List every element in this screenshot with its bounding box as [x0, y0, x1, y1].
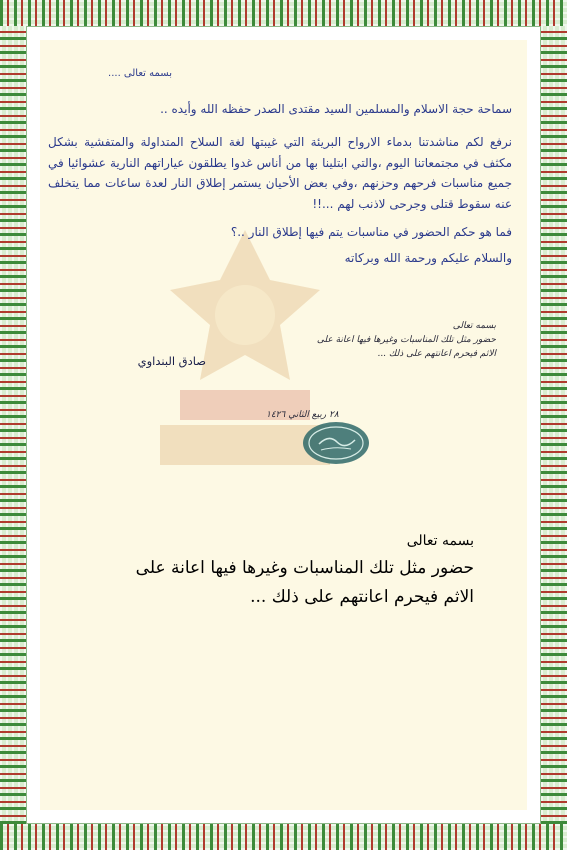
decorative-border-left: [0, 26, 26, 824]
letter-text: [48, 66, 512, 268]
handwritten-reply: [236, 320, 496, 362]
signer-name: صادق البنداوي: [137, 354, 206, 368]
decorative-border-right: [541, 26, 567, 824]
letter-basmala: بسمه تعالى ....: [108, 68, 172, 79]
reply-transcript: [60, 530, 474, 612]
decorative-border-top: [0, 0, 567, 26]
seal-stamp-icon: [301, 420, 371, 466]
handwritten-line: بسمه تعالى: [452, 321, 496, 331]
letter-closing: والسلام عليكم ورحمة الله وبركاته: [344, 251, 512, 266]
handwritten-date: ٢٨ ربيع الثاني ١٤٢٦: [266, 410, 339, 420]
signature-area: [96, 320, 496, 470]
handwritten-line: الاثم فيحرم اعانتهم على ذلك ...: [377, 348, 496, 359]
transcript-line: حضور مثل تلك المناسبات وغيرها فيها اعانة على: [135, 557, 474, 578]
handwritten-line: حضور مثل تلك المناسبات وغيرها فيها اعانة على: [316, 334, 496, 345]
decorative-border-bottom: [0, 824, 567, 850]
transcript-line: بسمه تعالى: [406, 533, 474, 549]
transcript-line: الاثم فيحرم اعانتهم على ذلك ...: [250, 586, 474, 607]
letter-address: سماحة حجة الاسلام والمسلمين السيد مقتدى الصدر حفظه الله وأيده ..: [160, 101, 512, 116]
letter-question: فما هو حكم الحضور في مناسبات يتم فيها إطلاق النار ..؟: [230, 224, 512, 239]
letter-body: نرفع لكم مناشدتنا بدماء الارواح البريئة التي غيبتها لغة السلاح المتداولة والمتفشية بشكل مكثف في مجتمعاتنا اليوم ،والتي ابتلينا بها من أناس غدوا يطلقون عياراتهم النارية عشوائيا في جميع مناسبات فرحهم وحزنهم ،وفي بعض الأحيان يستمر إطلاق النار لعدة ساعات مما يتخلف عنه سقوط قتلى وجرحى لاذنب لهم ...!!: [48, 135, 512, 211]
